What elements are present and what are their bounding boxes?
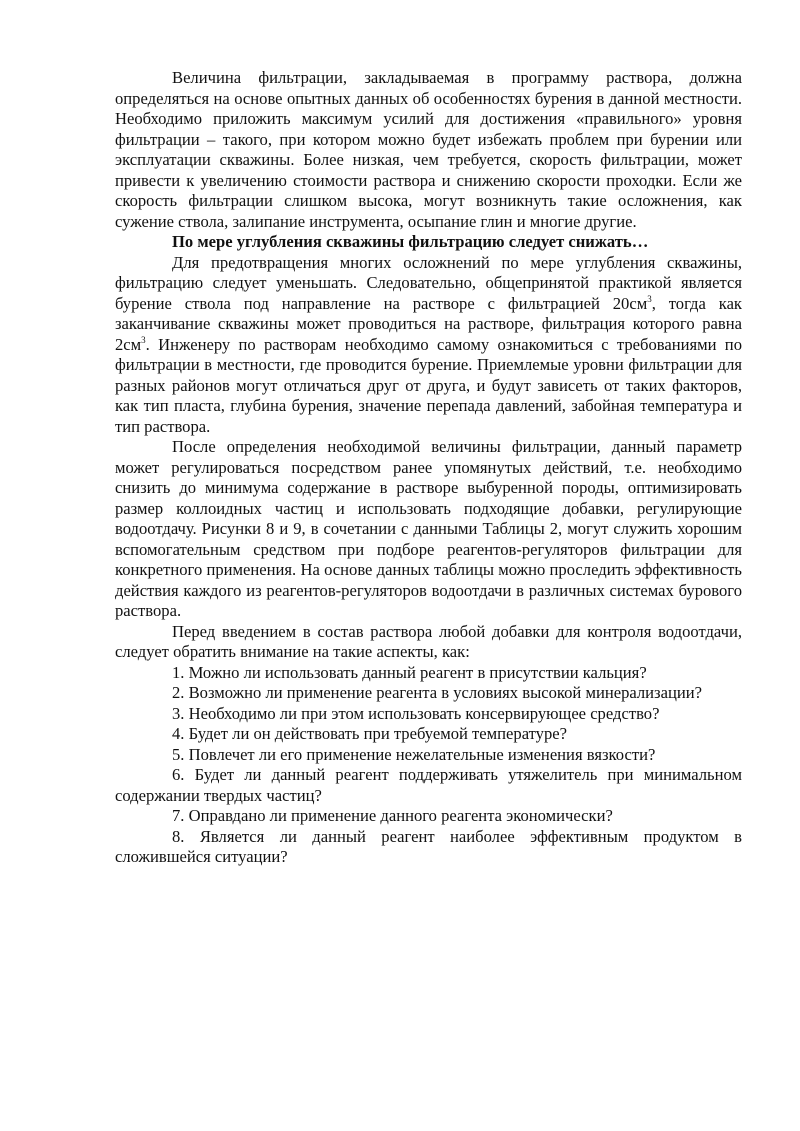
paragraph-text-part-1: Для предотвращения многих осложнений по мере углубления скважины, фильтрацию следует уменьшать. Следовательно, общепринятой практикой является бурение ствола под направление на растворе с фильтрацией 20см [115,252,742,313]
paragraph-filtration-regulation: После определения необходимой величины фильтрации, данный параметр может регулироваться посредством ранее упомянутых действий, т.е. необходимо снизить до минимума содержание в растворе выбуренной породы, оптимизировать размер коллоидных частиц и использовать подходящие добавки, регулирующие водоотдачу. Рисунки 8 и 9, в сочетании с данными Таблицы 2, могут служить хорошим вспомогательным средством при подборе реагентов-регуляторов фильтрации для конкретного применения. На основе данных таблицы можно проследить эффективность действия каждого из реагентов-регуляторов водоотдачи в различных системах бурового раствора. [115,437,742,620]
list-item: 2. Возможно ли применение реагента в условиях высокой минерализации? [172,683,702,702]
document-page [115,68,742,868]
paragraph-text-part-3: . Инженеру по растворам необходимо самому ознакомиться с требованиями по фильтрации в местности, где проводится бурение. Приемлемые уровни фильтрации для разных районов могут отличаться друг от друга, и будут зависеть от таких факторов, как тип пласта, глубина бурения, значение перепада давлений, забойная температура и тип раствора. [115,334,742,436]
list-item: 7. Оправдано ли применение данного реагента экономически? [172,806,613,825]
paragraph-text-part-2: , тогда как заканчивание скважины может проводиться на растворе, фильтрация которого равна 2см [115,293,742,354]
questions-list [115,663,742,868]
list-item: 5. Повлечет ли его применение нежелательные изменения вязкости? [172,744,656,764]
section-heading: По мере углубления скважины фильтрацию следует снижать… [172,232,649,251]
list-item: 3. Необходимо ли при этом использовать консервирующее средство? [172,703,660,723]
list-item: 4. Будет ли он действовать при требуемой температуре? [172,724,567,743]
paragraph-filtration-value: Величина фильтрации, закладываемая в программу раствора, должна определяться на основе опытных данных об особенностях бурения в данной местности. Необходимо приложить максимум усилий для достижения «правильного» уровня фильтрации – такого, при котором можно будет избежать проблем при бурении или эксплуатации скважины. Более низкая, чем требуется, скорость фильтрации, может привести к увеличению стоимости раствора и снижению скорости проходки. Если же скорость фильтрации слишком высока, могут возникнуть такие осложнения, как сужение ствола, залипание инструмента, осыпание глин и многие другие. [115,68,742,231]
superscript-cube-1: 3 [647,293,652,304]
paragraph-additive-aspects: Перед введением в состав раствора любой добавки для контроля водоотдачи, следует обратить внимание на такие аспекты, как: [115,621,742,661]
list-item: 6. Будет ли данный реагент поддерживать утяжелитель при минимальном содержании твердых частиц? [115,765,742,805]
paragraph-filtration-reduction [115,253,742,438]
list-item: 1. Можно ли использовать данный реагент в присутствии кальция? [172,662,647,682]
list-item: 8. Является ли данный реагент наиболее эффективным продуктом в сложившейся ситуации? [115,826,742,866]
superscript-cube-2: 3 [141,334,146,345]
